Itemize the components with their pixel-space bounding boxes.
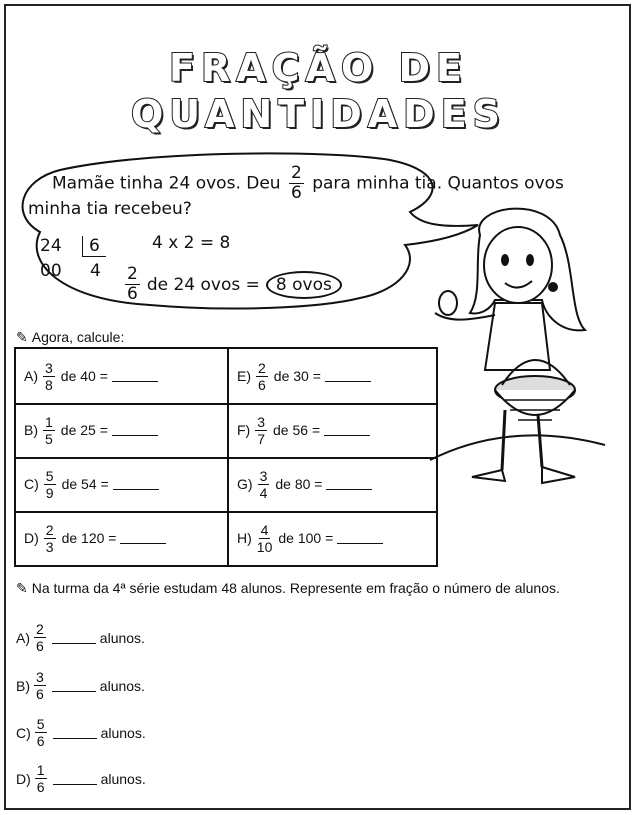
option-b: B) $\frac{3}{6}$ alunos. bbox=[16, 669, 145, 702]
option-d: D) $\frac{1}{6}$ alunos. bbox=[16, 762, 146, 795]
title-line-2: QUANTIDADES bbox=[130, 92, 507, 136]
exercise-c: C) $\frac{5}{9}$ de 54 = bbox=[16, 457, 227, 511]
exercise-h: H) $\frac{4}{10}$ de 100 = bbox=[229, 511, 440, 565]
answer-blank[interactable] bbox=[337, 532, 383, 544]
title-line-1: FRAÇÃO DE bbox=[169, 46, 468, 90]
bubble-fraction: $\frac{2}{6}$ bbox=[290, 163, 302, 203]
exercise-g: G) $\frac{3}{4}$ de 80 = bbox=[229, 457, 440, 511]
result-fraction: $\frac{2}{6}$ bbox=[127, 264, 138, 304]
pencil-icon: ✎ bbox=[16, 580, 28, 596]
pencil-icon: ✎ bbox=[16, 329, 28, 345]
exercise-b: B) $\frac{1}{5}$ de 25 = bbox=[16, 403, 227, 457]
answer-blank[interactable] bbox=[326, 478, 372, 490]
answer-blank[interactable] bbox=[325, 370, 371, 382]
answer-blank[interactable] bbox=[113, 478, 159, 490]
exercise-e: E) $\frac{2}{6}$ de 30 = bbox=[229, 349, 440, 403]
answer-oval: 8 ovos bbox=[266, 271, 342, 299]
exercise-d: D) $\frac{2}{3}$ de 120 = bbox=[16, 511, 227, 565]
division-divisor: 6 bbox=[82, 236, 106, 257]
exercise-table bbox=[14, 347, 438, 567]
answer-blank[interactable] bbox=[53, 773, 97, 785]
answer-blank[interactable] bbox=[120, 532, 166, 544]
section-1-heading: ✎ Agora, calcule: bbox=[16, 329, 125, 345]
division-quotient: 4 bbox=[90, 261, 101, 281]
division-dividend: 24 bbox=[40, 236, 62, 256]
answer-blank[interactable] bbox=[112, 424, 158, 436]
option-c: C) $\frac{5}{6}$ alunos. bbox=[16, 716, 146, 749]
bubble-line-2: minha tia recebeu? bbox=[28, 199, 192, 219]
exercise-f: F) $\frac{3}{7}$ de 56 = bbox=[229, 403, 440, 457]
multiplication: 4 x 2 = 8 bbox=[152, 233, 231, 253]
girl-illustration bbox=[410, 205, 610, 505]
option-a: A) $\frac{2}{6}$ alunos. bbox=[16, 621, 145, 654]
section-2-question: ✎ Na turma da 4ª série estudam 48 alunos. Represente em fração o número de alunos. bbox=[16, 580, 560, 596]
answer-blank[interactable] bbox=[52, 632, 96, 644]
answer-blank[interactable] bbox=[52, 680, 96, 692]
answer-blank[interactable] bbox=[324, 424, 370, 436]
exercise-a: A) $\frac{3}{8}$ de 40 = bbox=[16, 349, 227, 403]
answer-blank[interactable] bbox=[112, 370, 158, 382]
division-remainder: 00 bbox=[40, 261, 62, 281]
answer-blank[interactable] bbox=[53, 727, 97, 739]
result-line: $\frac{2}{6}$ de 24 ovos = 8 ovos bbox=[122, 266, 342, 303]
bubble-line-1: Mamãe tinha 24 ovos. Deu $\frac{2}{6}$ para minha tia. Quantos ovos bbox=[52, 163, 564, 203]
